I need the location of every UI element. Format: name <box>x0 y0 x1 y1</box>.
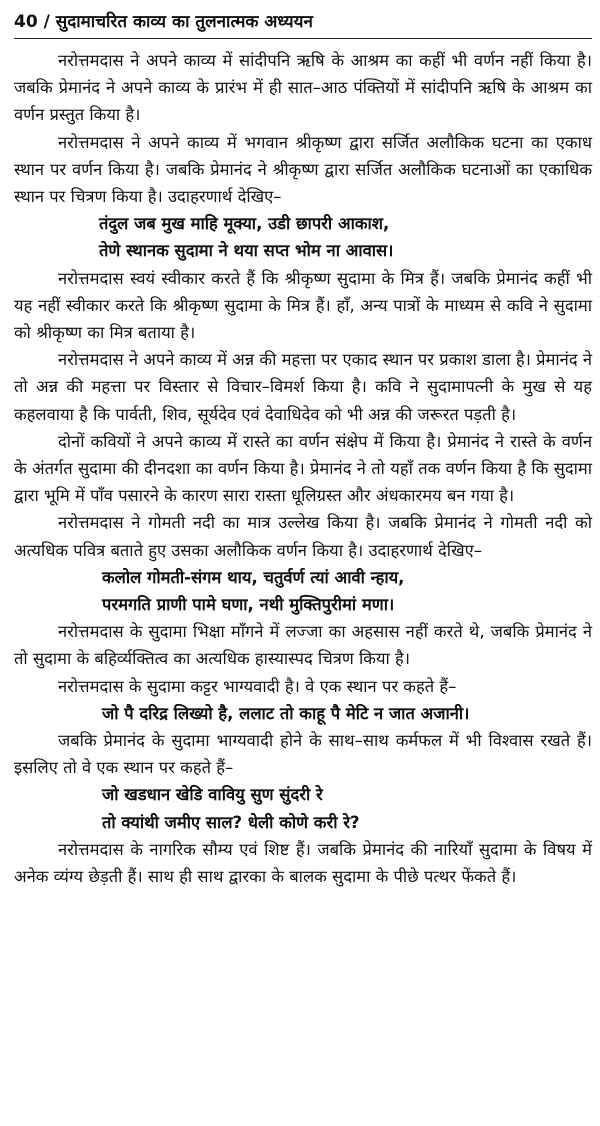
paragraph-8: नरोत्तमदास के सुदामा कट्टर भाग्यवादी है। वे एक स्थान पर कहते हैं– <box>58 676 457 696</box>
running-header <box>14 10 592 39</box>
paragraph-5: दोनों कवियों ने अपने काव्य में रास्ते का वर्णन संक्षेप में किया है। प्रेमानंद ने रास्ते के वर्णन के अंतर्गत सुदामा की दीनदशा का वर्णन किया है। प्रेमानंद ने तो यहाँ तक वर्णन किया है कि सुदामा द्वारा भूमि में पाँव पसारने के कारण सारा रास्ता धूलिग्रस्त और अंधकारमय बन गया है। <box>14 431 592 506</box>
paragraph-3: नरोत्तमदास स्वयं स्वीकार करते हैं कि श्रीकृष्ण सुदामा के मित्र हैं। जबकि प्रेमानंद कहीं भी यह नहीं स्वीकार करते कि श्रीकृष्ण सुदामा के मित्र हैं। हाँ, अन्य पात्रों के माध्यम से कवि ने सुदामा को श्रीकृष्ण का मित्र बताया है। <box>14 268 592 343</box>
paragraph-1: नरोत्तमदास ने अपने काव्य में सांदीपनि ऋषि के आश्रम का कहीं भी वर्णन नहीं किया है। जबकि प्रेमानंद ने अपने काव्य के प्रारंभ में ही सात–आठ पंक्तियों में सांदीपनि ऋषि के आश्रम का वर्णन प्रस्तुत किया है। <box>14 51 592 125</box>
paragraph-2: नरोत्तमदास ने अपने काव्य में भगवान श्रीकृष्ण द्वारा सर्जित अलौकिक घटना का एकाध स्थान पर वर्णन किया है। जबकि प्रेमानंद ने श्रीकृष्ण द्वारा सर्जित अलौकिक घटनाओं का एकाधिक स्थान पर चित्रण किया है। उदाहरणार्थ देखिए– <box>14 132 592 207</box>
verse-4-line-1: जो खडधान खेडि वावियु सुण सुंदरी रे <box>102 785 323 805</box>
header-separator: / <box>37 12 56 32</box>
book-page <box>14 10 592 890</box>
verse-4-line-2: तो क्यांथी जमीए साल? धेली कोणे करी रे? <box>102 812 360 832</box>
paragraph-4: नरोत्तमदास ने अपने काव्य में अन्न की महत्ता पर एकाद स्थान पर प्रकाश डाला है। प्रेमानंद ने तो अन्न की महत्ता पर विस्तार से विचार–विमर्श किया है। कवि ने सुदामापत्नी के मुख से यह कहलवाया है कि पार्वती, शिव, सूर्यदेव एवं देवाधिदेव को भी अन्न की जरूरत पड़ती है। <box>14 350 593 424</box>
verse-2-line-1: कलोल गोमती-संगम थाय, चतुर्वर्ण त्यां आवी न्हाय, <box>102 567 405 587</box>
paragraph-6: नरोत्तमदास ने गोमती नदी का मात्र उल्लेख किया है। जबकि प्रेमानंद ने गोमती नदी को अत्यधिक पवित्र बताते हुए उसका अलौकिक वर्णन किया है। उदाहरणार्थ देखिए– <box>14 513 592 560</box>
paragraph-10: नरोत्तमदास के नागरिक सौम्य एवं शिष्ट हैं। जबकि प्रेमानंद की नारियाँ सुदामा के विषय में अनेक व्यंग्य छेड़ती हैं। साथ ही साथ द्वारका के बालक सुदामा के पीछे पत्थर फेंकते हैं। <box>14 839 592 887</box>
paragraph-9: जबकि प्रेमानंद के सुदामा भाग्यवादी होने के साथ–साथ कर्मफल में भी विश्वास रखते हैं। इसलिए तो वे एक स्थान पर कहते हैं– <box>14 731 592 778</box>
page-number: 40 <box>14 12 38 32</box>
verse-2-line-2: परमगति प्राणी पामे घणा, नथी मुक्तिपुरीमां मणा। <box>102 595 395 615</box>
paragraph-7: नरोत्तमदास के सुदामा भिक्षा माँगने में लज्जा का अहसास नहीं करते थे, जबकि प्रेमानंद ने तो सुदामा के बहिर्व्यक्तित्व का अत्यधिक हास्यास्पद चित्रण किया है। <box>14 622 592 669</box>
verse-3-line-1: जो पै दरिद्र लिख्यो है, ललाट तो काहू पै मेटि न जात अजानी। <box>102 703 470 723</box>
chapter-title: सुदामाचरित काव्य का तुलनात्मक अध्ययन <box>55 12 313 32</box>
verse-1-line-1: तंदुल जब मुख माहि मूक्या, उडी छापरी आकाश, <box>99 214 390 234</box>
verse-1-line-2: तेणे स्थानक सुदामा ने थया सप्त भोम ना आवास। <box>99 241 394 261</box>
